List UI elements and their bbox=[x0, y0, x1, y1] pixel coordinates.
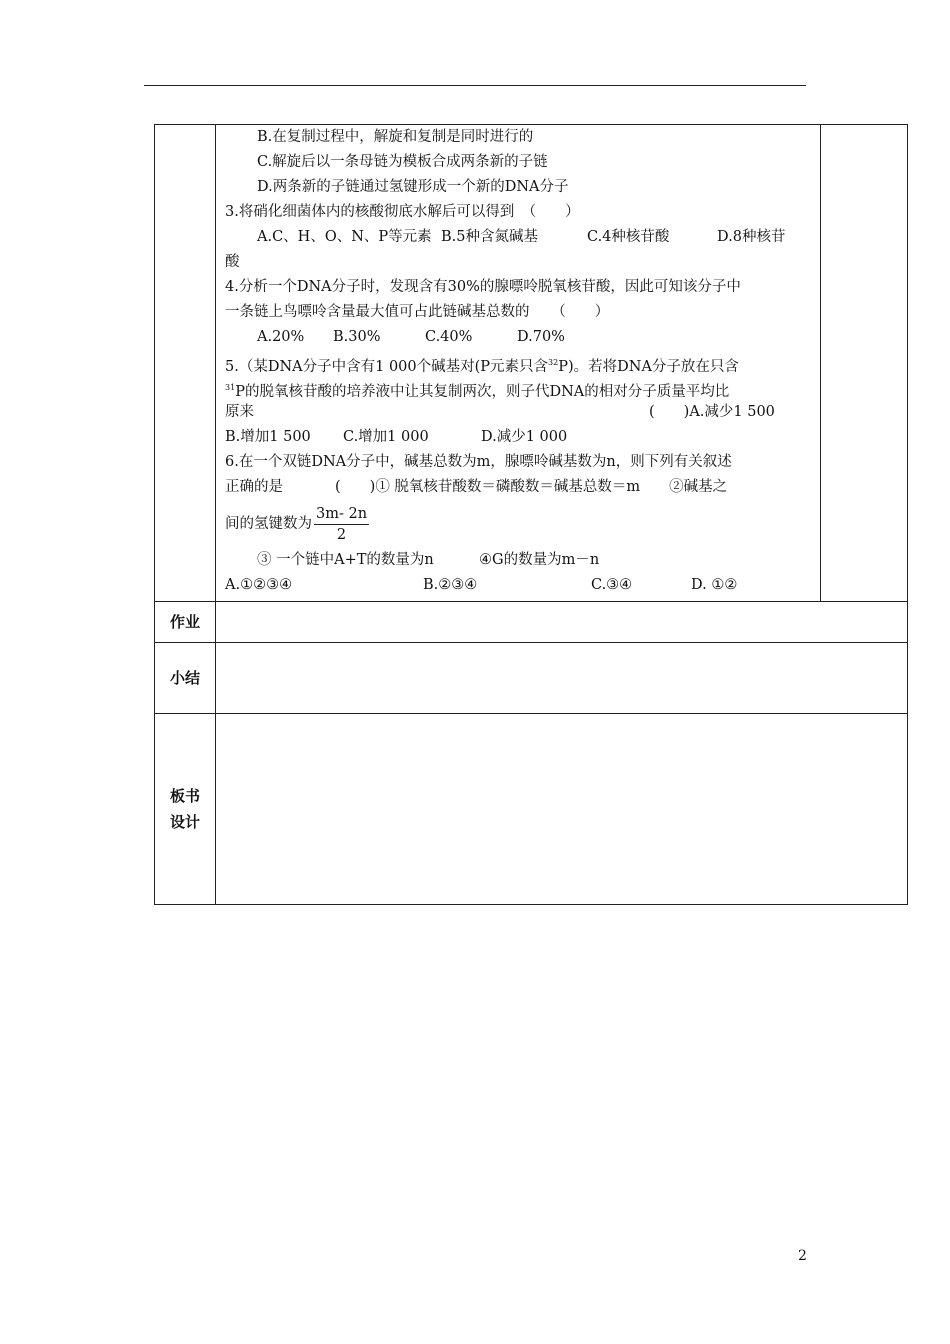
questions-side-cell bbox=[821, 125, 907, 601]
q5-line-3b: ( )A.减少1 500 bbox=[649, 404, 775, 420]
questions-label-cell bbox=[155, 125, 216, 601]
q4-option-c: C.40% bbox=[425, 329, 473, 345]
q6-options bbox=[225, 573, 815, 598]
board-design-label bbox=[155, 714, 216, 904]
q6-statement-4: ④G的数量为m－n bbox=[479, 552, 600, 568]
q3-options bbox=[225, 225, 815, 250]
q6-option-d: D. ①② bbox=[691, 577, 738, 593]
homework-cell bbox=[216, 602, 907, 642]
q6-line-3-text: 间的氢键数为 bbox=[225, 516, 312, 532]
q2-option-b: B.在复制过程中，解旋和复制是同时进行的 bbox=[257, 129, 534, 145]
board-design-label-line-1: 板书 bbox=[169, 787, 200, 805]
q5-line-3 bbox=[225, 400, 815, 425]
q5-sup-31: 31 bbox=[225, 383, 236, 392]
q6-line-3 bbox=[225, 500, 815, 548]
hydrogen-bond-fraction bbox=[314, 504, 369, 545]
q4-line-2: 一条链上鸟嘌呤含量最大值可占此链碱基总数的 （ ） bbox=[225, 304, 610, 320]
fraction-numerator: 3m- 2n bbox=[314, 504, 369, 525]
q6-option-b: B.②③④ bbox=[423, 577, 478, 593]
q3-option-b: B.5种含氮碱基 bbox=[441, 229, 538, 245]
q2-option-c: C.解旋后以一条母链为模板合成两条新的子链 bbox=[257, 154, 548, 170]
q5-sup-32: 32 bbox=[548, 358, 559, 367]
summary-cell bbox=[216, 643, 907, 713]
q6-line-2b: ( )① 脱氧核苷酸数＝磷酸数＝碱基总数＝m ②碱基之 bbox=[335, 479, 728, 495]
questions-cell bbox=[216, 125, 821, 601]
board-design-label-line-2: 设计 bbox=[169, 813, 200, 831]
q3-option-d: D.8种核苷 bbox=[717, 229, 786, 245]
q6-line-4 bbox=[225, 548, 815, 573]
homework-row bbox=[154, 601, 908, 642]
q4-option-d: D.70% bbox=[517, 329, 565, 345]
summary-label: 小结 bbox=[155, 643, 216, 713]
summary-row bbox=[154, 642, 908, 713]
q5-option-b: B.增加1 500 bbox=[225, 429, 311, 445]
q6-option-a: A.①②③④ bbox=[225, 577, 293, 593]
q5-line-1b: P)。若将DNA分子放在只含 bbox=[558, 359, 739, 375]
q4-line-1: 4.分析一个DNA分子时，发现含有30%的腺嘌呤脱氧核苷酸，因此可知该分子中 bbox=[225, 279, 741, 295]
q4-options bbox=[225, 325, 815, 350]
board-design-cell bbox=[216, 714, 907, 904]
q4-option-a: A.20% bbox=[257, 329, 305, 345]
q3-option-c: C.4种核苷酸 bbox=[587, 229, 670, 245]
q3-option-d-cont: 酸 bbox=[225, 254, 240, 270]
q6-line-2 bbox=[225, 475, 815, 500]
q5-line-1a: 5.（某DNA分子中含有1 000个碱基对(P元素只含 bbox=[225, 359, 549, 375]
q5-line-1 bbox=[225, 350, 815, 375]
page-number: 2 bbox=[798, 1248, 807, 1264]
homework-label: 作业 bbox=[155, 602, 216, 642]
q2-option-d: D.两条新的子链通过氢键形成一个新的DNA分子 bbox=[257, 179, 569, 195]
header-rule bbox=[144, 85, 806, 86]
questions-row bbox=[154, 124, 908, 601]
q4-option-b: B.30% bbox=[333, 329, 381, 345]
q6-line-1: 6.在一个双链DNA分子中，碱基总数为m，腺嘌呤碱基数为n，则下列有关叙述 bbox=[225, 454, 732, 470]
lesson-table bbox=[154, 124, 908, 905]
q5-option-d: D.减少1 000 bbox=[481, 429, 568, 445]
board-design-row bbox=[154, 713, 908, 905]
q6-line-2a: 正确的是 bbox=[225, 479, 283, 495]
q5-line-2-text: P的脱氧核苷酸的培养液中让其复制两次，则子代DNA的相对分子质量平均比 bbox=[235, 384, 730, 400]
q6-option-c: C.③④ bbox=[591, 577, 633, 593]
q5-line-3a: 原来 bbox=[225, 404, 254, 420]
q3-stem: 3.将硝化细菌体内的核酸彻底水解后可以得到 （ ） bbox=[225, 204, 580, 220]
fraction-denominator: 2 bbox=[336, 526, 347, 543]
q6-statement-3: ③ 一个链中A+T的数量为n bbox=[257, 552, 434, 568]
q5-line-4 bbox=[225, 425, 815, 450]
q5-line-2 bbox=[225, 375, 815, 400]
q3-option-a: A.C、H、O、N、P等元素 bbox=[257, 229, 432, 245]
q5-option-c: C.增加1 000 bbox=[343, 429, 429, 445]
